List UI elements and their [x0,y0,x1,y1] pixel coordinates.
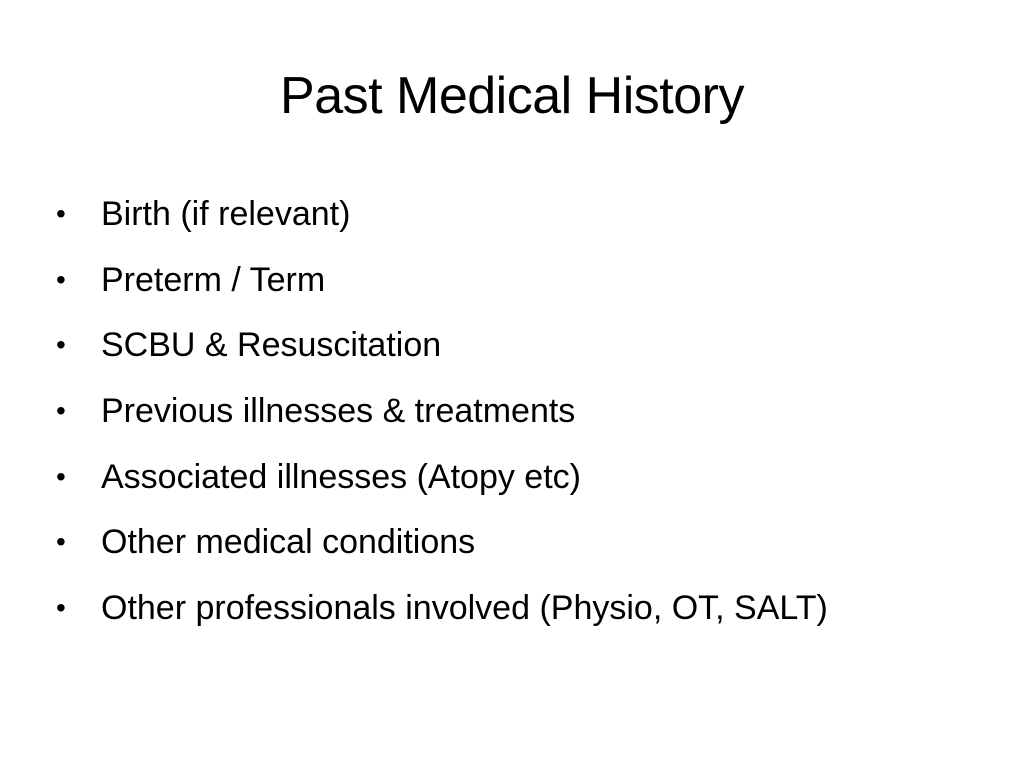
bullet-text: Associated illnesses (Atopy etc) [101,457,581,496]
bullet-item [56,379,996,445]
bullet-icon: • [56,460,66,492]
bullet-item [56,182,996,248]
bullet-item [56,248,996,314]
bullet-list [56,182,996,642]
slide-title: Past Medical History [280,67,744,125]
bullet-icon: • [56,395,66,427]
bullet-icon: • [56,329,66,361]
bullet-item [56,313,996,379]
bullet-text: SCBU & Resuscitation [101,326,442,365]
bullet-text: Other professionals involved (Physio, OT, SALT) [101,589,828,628]
bullet-icon: • [56,592,66,624]
bullet-text: Previous illnesses & treatments [101,392,576,431]
bullet-item [56,445,996,511]
bullet-item [56,510,996,576]
bullet-text: Preterm / Term [101,260,326,299]
bullet-icon: • [56,526,66,558]
bullet-item [56,576,996,642]
bullet-text: Other medical conditions [101,523,476,562]
bullet-text: Birth (if relevant) [101,195,351,233]
bullet-icon: • [56,198,66,229]
bullet-icon: • [56,263,66,295]
